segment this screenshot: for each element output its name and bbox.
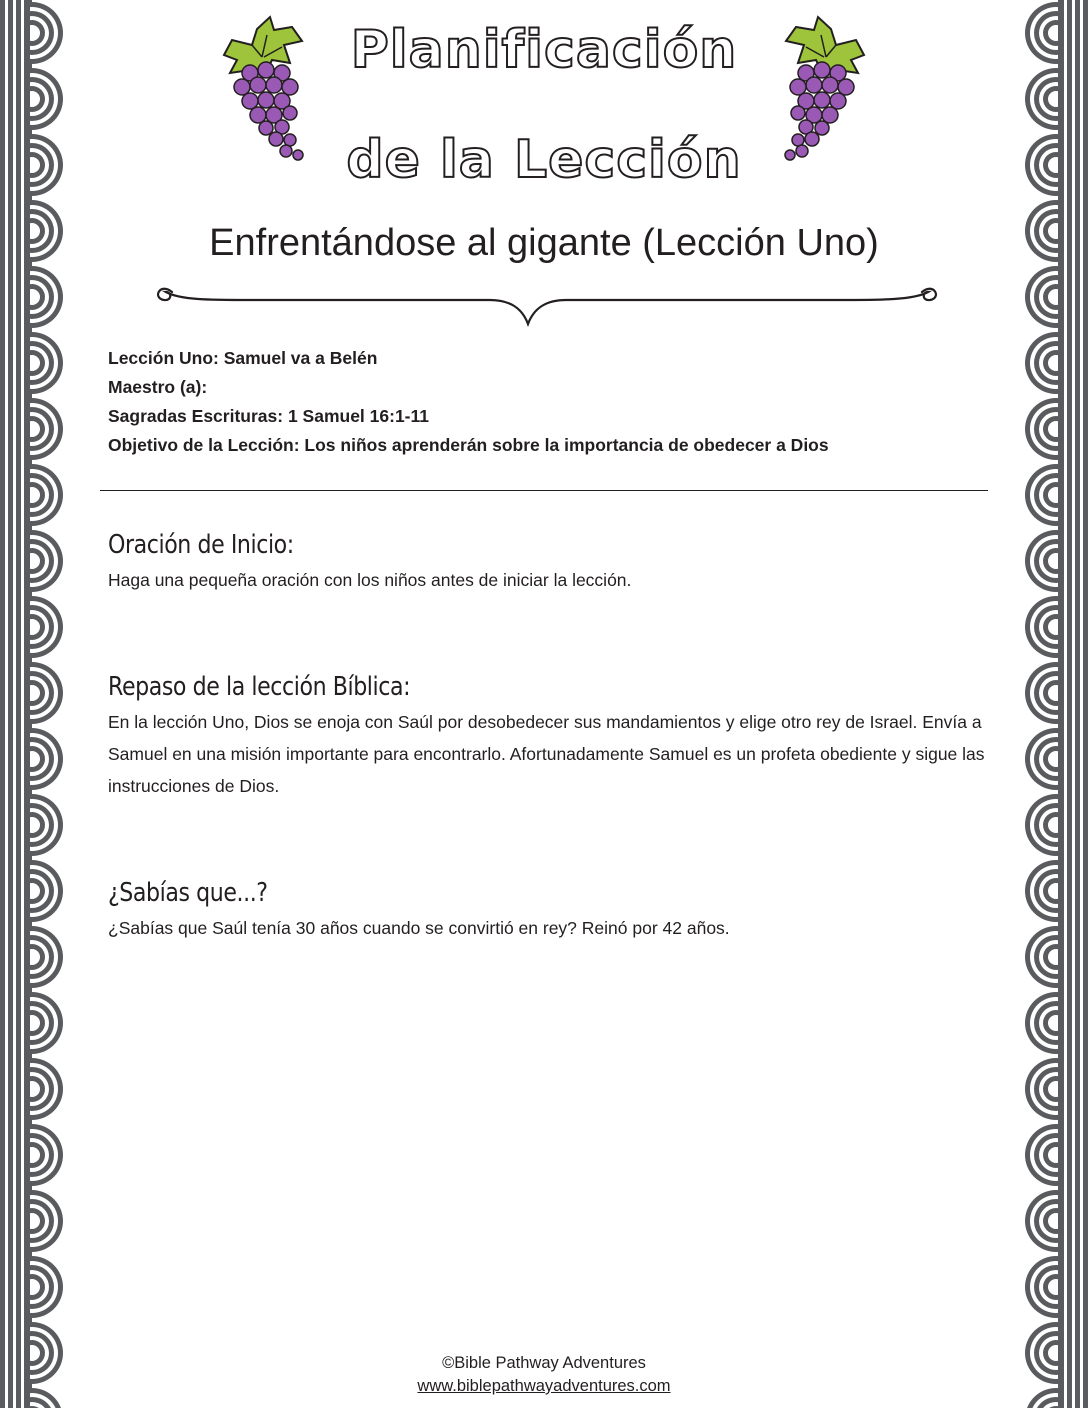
teacher-field: Maestro (a):: [108, 377, 208, 397]
section-body-bible-review: En la lección Uno, Dios se enoja con Saúl por desobedecer sus mandamientos y elige otro rey de Israel. Envía a Samuel en una misión importante para encontrarlo. Afortunadamente Samuel es un profeta obediente y sigue las instrucciones de Dios.: [108, 712, 985, 796]
lesson-name: Lección Uno: Samuel va a Belén: [108, 348, 378, 368]
page-title-line1: Planificación: [350, 20, 738, 80]
section-heading-opening-prayer: Oración de Inicio:: [108, 530, 294, 560]
grapes-icon: [212, 15, 322, 165]
section-divider: [100, 490, 988, 491]
page-title-line2: de la Lección: [346, 130, 742, 190]
flourish-divider: [150, 278, 944, 332]
lesson-meta: [108, 344, 1008, 460]
lesson-objective: Objetivo de la Lección: Los niños aprenderán sobre la importancia de obedecer a Dios: [108, 435, 829, 455]
section-body-did-you-know: ¿Sabías que Saúl tenía 30 años cuando se convirtió en rey? Reinó por 42 años.: [108, 918, 730, 938]
footer-website-link[interactable]: www.biblepathwayadventures.com: [417, 1377, 671, 1395]
grapes-icon: [766, 15, 876, 165]
section-heading-did-you-know: ¿Sabías que...?: [108, 878, 268, 908]
lesson-title: Enfrentándose al gigante (Lección Uno): [209, 222, 879, 264]
section-heading-bible-review: Repaso de la lección Bíblica:: [108, 672, 411, 702]
right-border: [1016, 0, 1088, 1408]
section-body-opening-prayer: Haga una pequeña oración con los niños antes de iniciar la lección.: [108, 570, 632, 590]
scripture-reference: Sagradas Escrituras: 1 Samuel 16:1-11: [108, 406, 430, 426]
footer-copyright: ©Bible Pathway Adventures: [442, 1354, 646, 1372]
left-border: [0, 0, 72, 1408]
